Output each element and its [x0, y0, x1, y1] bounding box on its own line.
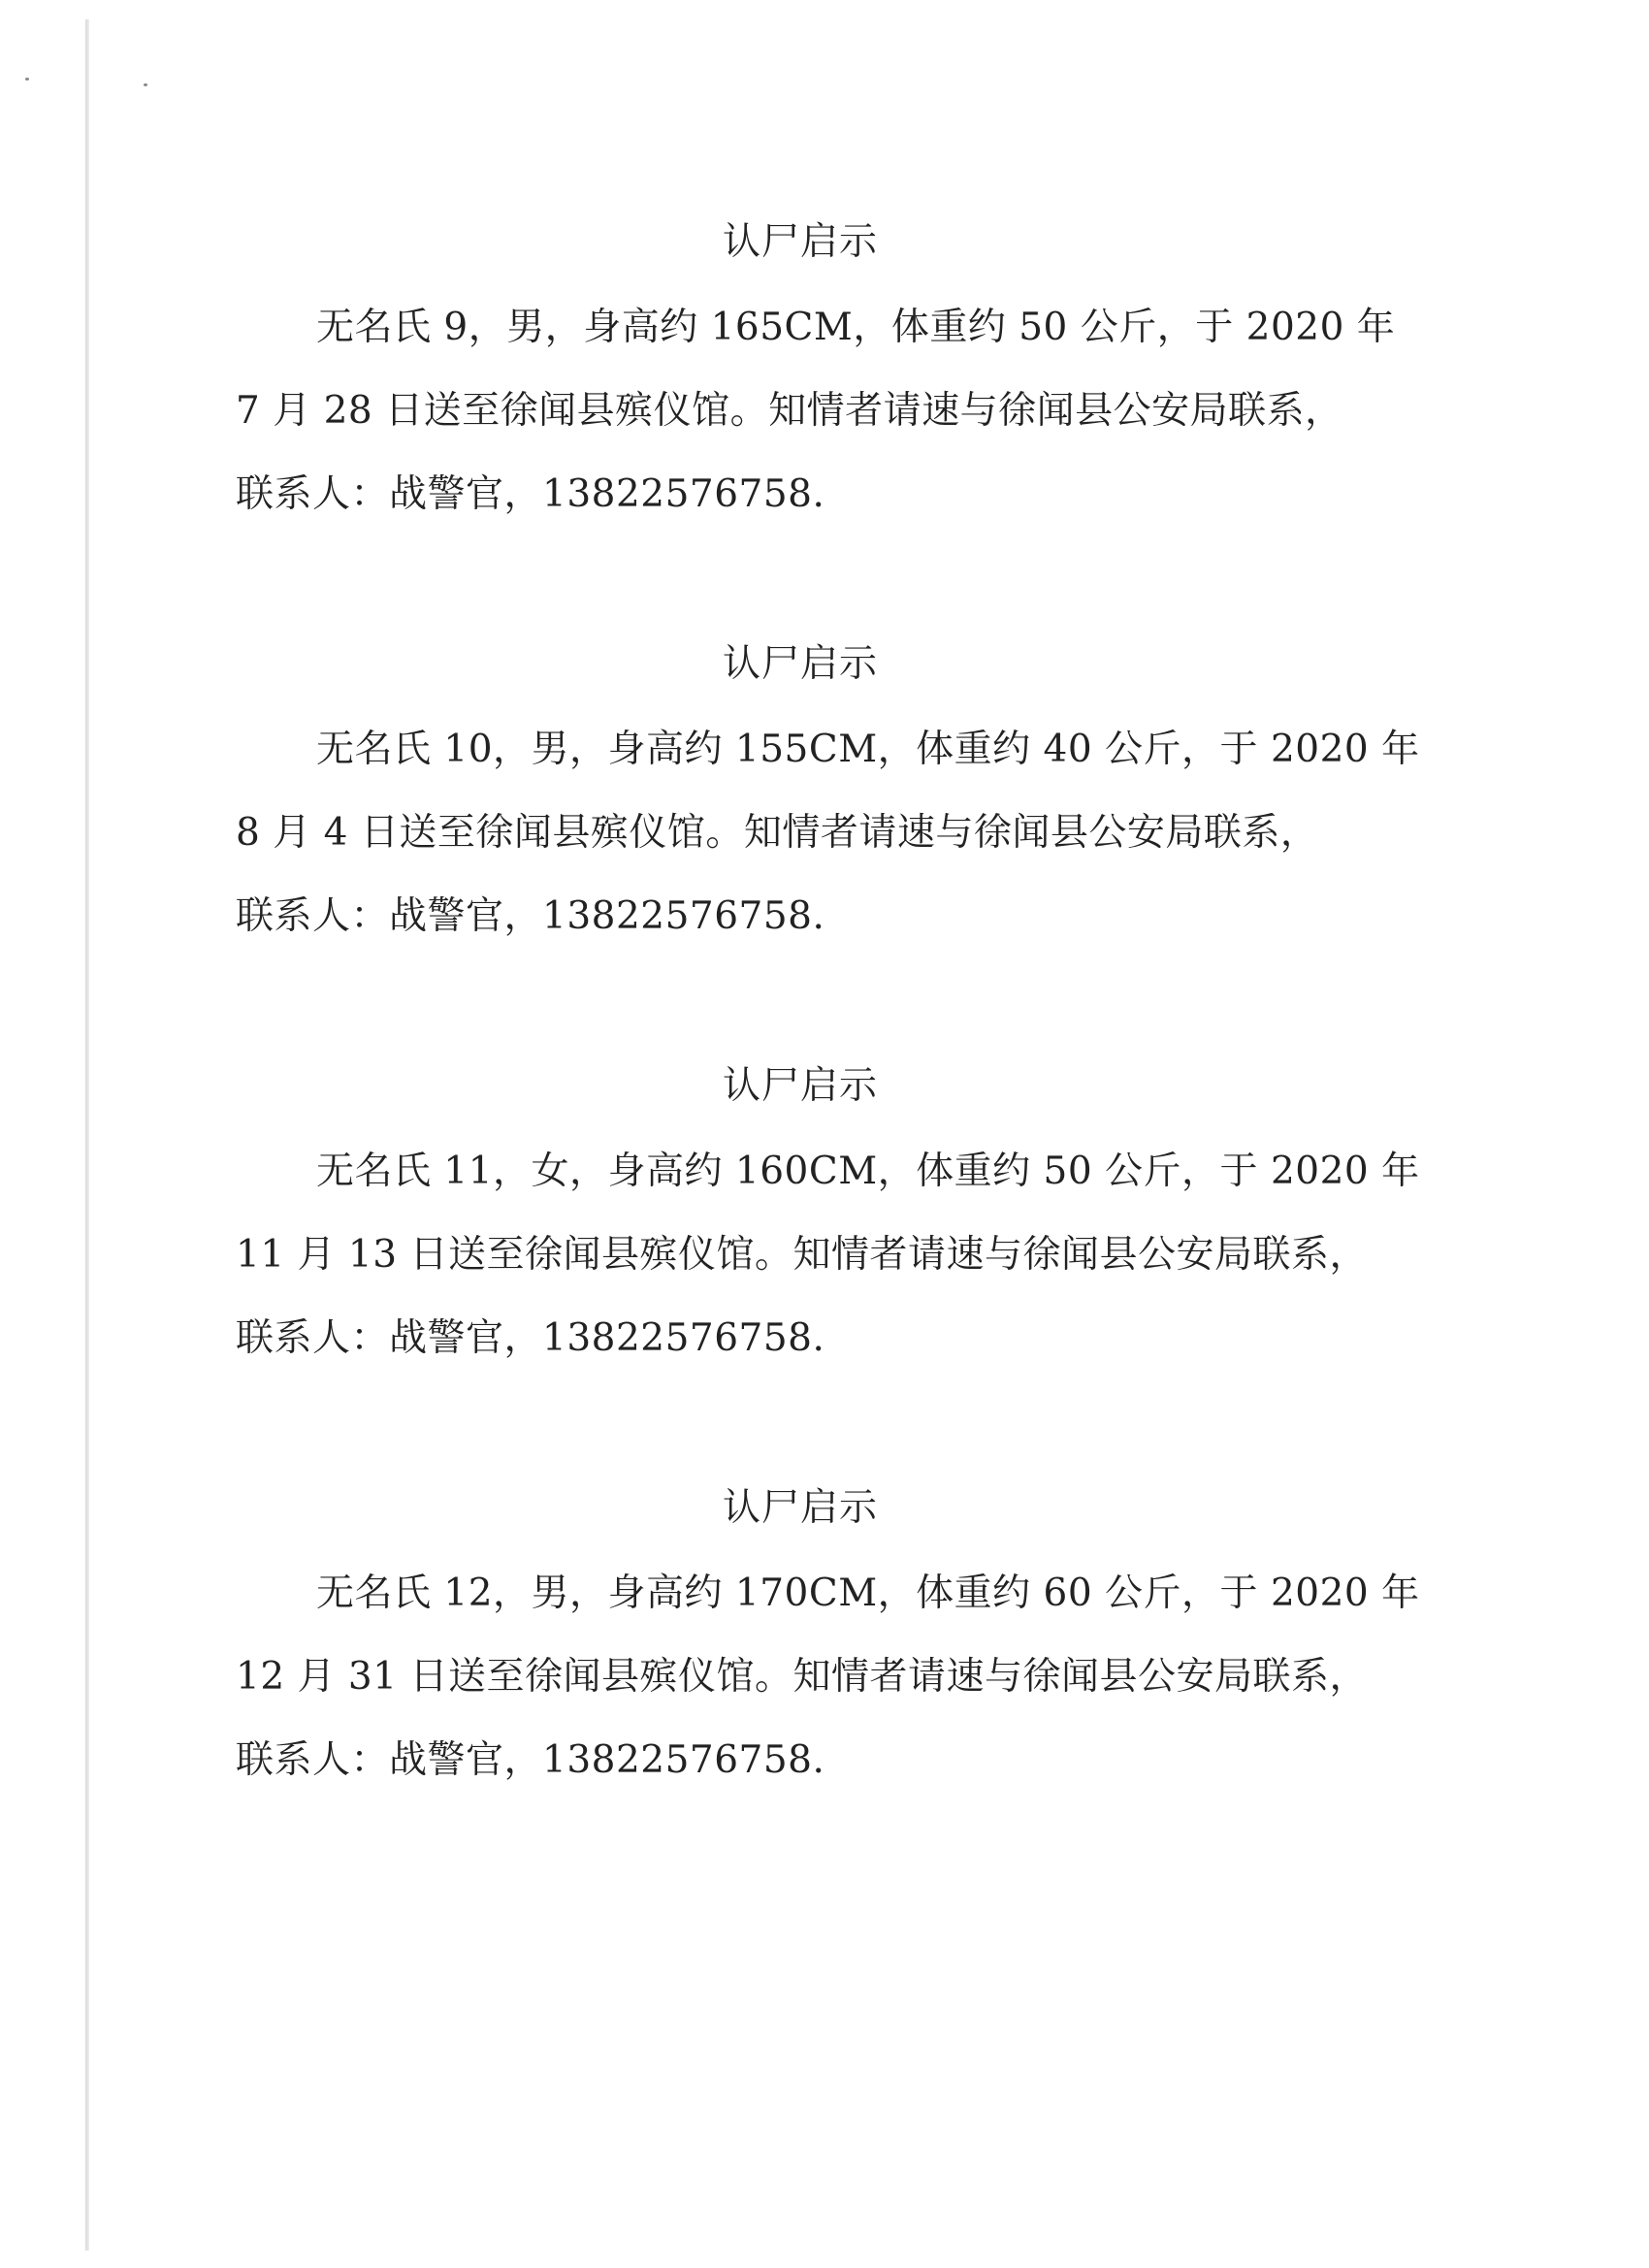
notice-line-2: 8 月 4 日送至徐闻县殡仪馆。知情者请速与徐闻县公安局联系，	[236, 811, 1319, 855]
notice-line-1: 无名氏 9，男，身高约 165CM，体重约 50 公斤，于 2020 年	[316, 306, 1396, 349]
notice-line-3: 联系人：战警官，13822576758.	[236, 1316, 825, 1360]
notice-title: 认尸启示	[722, 1486, 878, 1530]
notice-line-2: 11 月 13 日送至徐闻县殡仪馆。知情者请速与徐闻县公安局联系，	[236, 1233, 1368, 1277]
notice-line-3: 联系人：战警官，13822576758.	[236, 1738, 825, 1782]
scan-speck	[144, 83, 147, 86]
notice-line-3: 联系人：战警官，13822576758.	[236, 472, 825, 516]
notice-line-1: 无名氏 10，男，身高约 155CM，体重约 40 公斤，于 2020 年	[316, 728, 1420, 771]
notice-line-2: 12 月 31 日送至徐闻县殡仪馆。知情者请速与徐闻县公安局联系，	[236, 1655, 1368, 1699]
notice-line-2: 7 月 28 日送至徐闻县殡仪馆。知情者请速与徐闻县公安局联系，	[236, 389, 1343, 433]
notice-title: 认尸启示	[722, 220, 878, 264]
scan-speck	[25, 78, 29, 81]
notice-line-3: 联系人：战警官，13822576758.	[236, 894, 825, 938]
notice-line-1: 无名氏 11，女，身高约 160CM，体重约 50 公斤，于 2020 年	[316, 1150, 1420, 1193]
scan-binding-edge	[85, 19, 89, 2251]
notice-title: 认尸启示	[722, 1064, 878, 1108]
notice-line-1: 无名氏 12，男，身高约 170CM，体重约 60 公斤，于 2020 年	[316, 1571, 1420, 1615]
notice-title: 认尸启示	[722, 642, 878, 686]
